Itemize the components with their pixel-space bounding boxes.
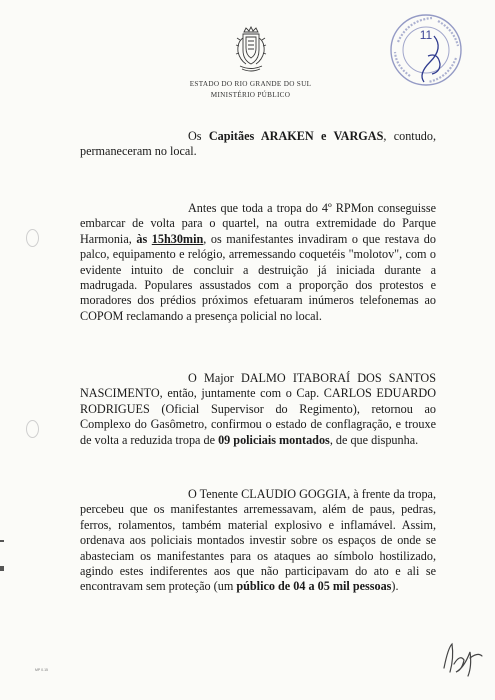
p3-text-a: O Major DALMO ITABORAÍ DOS SANTOS NASCIMENTO, então, juntamente com o Cap. CARLOS EDUARDO RODRIGUES (Oficial Supervisor do Regimento), retornou ao Complexo do Gasômetro, confirmou o estado de conflagração, e trouxe de volta a reduzida tropa de [80,371,436,447]
protocol-stamp [388,12,464,88]
punch-hole-mark [26,420,39,438]
edge-mark [0,540,4,542]
p4-text-a: O Tenente CLAUDIO GOGGIA, à frente da tropa, percebeu que os manifestantes arremessavam, além de paus, pedras, ferros, rolamentos, também material explosivo e inflamável. Assim, ordenava aos policiais montados investir sobre os espaços de onde se abasteciam os manifestantes para os ataques ao símbolo hostilizado, agindo estes indiferentes aos que não participavam do ato e ali se encontravam sem proteção (um [80,487,436,594]
handwritten-initials [440,638,486,678]
punch-hole-mark [26,229,39,247]
p1-text-c: , contudo, permaneceram no local. [80,129,437,159]
p1-text-a: Os [188,129,209,143]
p2-time: 15h30min [151,231,204,246]
paragraph-4 [80,487,436,595]
paragraph-3 [80,371,436,448]
header-state: ESTADO DO RIO GRANDE DO SUL [189,80,312,88]
p2-text-e: , os manifestantes invadiram o que restava do palco, equipamento e relógio, arremessando coquetéis "molotov", com o evidente intuito de concluir a destruição já iniciada durante a madrugada. Populares assustados com a proporção dos protestos e moradores dos prédios próximos efetuaram inúmeros telefonemas ao COPOM reclamando a presença policial no local. [80,231,436,323]
p2-text-a: Antes que toda a tropa do 4º RPMon conseguisse embarcar de volta para o quartel, na outra extremidade do Parque Harmonia, [80,201,436,246]
p3-text-c: , de que dispunha. [329,432,419,447]
paragraph-1 [80,129,436,160]
coat-of-arms-icon [234,26,268,74]
p3-text-bold: 09 policiais montados [218,432,330,447]
p1-text-bold: Capitães ARAKEN e VARGAS [208,129,384,143]
footer-code: MP 0.15 [35,668,48,672]
p4-text-c: ). [391,579,399,594]
stamp-number: 11 [419,28,433,42]
p2-text-bold: às [136,231,148,246]
p4-text-bold: público de 04 a 05 mil pessoas [236,579,392,594]
header-ministry: MINISTÉRIO PÚBLICO [210,91,291,99]
paragraph-2 [80,201,436,324]
edge-mark [0,566,4,571]
